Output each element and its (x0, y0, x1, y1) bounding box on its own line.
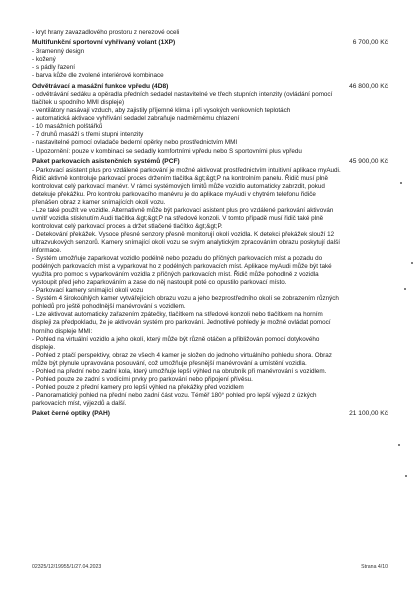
page-number: Strana 4/10 (361, 564, 388, 570)
option-line: - Parkovací asistent plus pro vzdálené parkování je možné aktivovat prostřednictvím intuitivní aplikace myAudi. Řidič aktivně kontroluje parkovací proces držením tlačítka &gt;&gt;P na kontrolním panelu. Řidič musí plně kontrolovat celý parkovací manévr. V rámci systémových limitů může vozidlo automaticky zabrzdit, pokud detekuje překážku. Pro kontrolu parkovacího manévru je do aplikace myAudi v chytrém telefonu řidiče přenášen obraz z kamer snímajících okolí vozu. (32, 166, 341, 206)
option-line: - Pohled na přední nebo zadní kola, který umožňuje lepší výhled na obrubník při manévrování s vozidlem. (32, 367, 327, 375)
option-line: - s pádly řazení (32, 64, 76, 72)
section-parking-assist (32, 158, 388, 408)
section-title: Paket parkovacích asistenčních systémů (PCF) (32, 157, 180, 165)
section-lines (32, 91, 342, 155)
section-title: Paket černé optiky (PAH) (32, 410, 110, 418)
price-list (32, 29, 388, 419)
option-line: - 10 masážních polštářků (32, 123, 103, 131)
scan-speck (405, 475, 407, 477)
section-title: Multifunkční sportovní vyhřívaný volant (1XP) (32, 39, 176, 47)
option-line: - 3ramenný design (32, 48, 85, 56)
option-line: - Lze aktivovat automaticky zařazením zpátečky, tlačítkem na středové konzoli nebo tlačítkem na horním displeji za předpokladu, že je aktivován systém pro parkování. Jednotlivé pohledy je možné ovládat pomocí horního displeje MMI: (32, 311, 331, 335)
section-price: 45 900,00 Kč (349, 157, 388, 165)
section-trunk-edge (32, 29, 388, 37)
option-line: - barva kůže dle zvolené interiérové kombinace (32, 72, 164, 80)
scan-speck (411, 262, 413, 264)
section-lines (32, 167, 342, 408)
option-line: - Systém umožňuje zaparkovat vozidlo podélně nebo pozadu do příčných parkovacích míst a pozadu do podélných parkovacích míst a vyparkovat ho z podélných parkovacích míst. Aplikace myAudi může být také využita pro pomoc s vyparkováním vozidla z příčných parkovacích míst. Řidič může pohodlně z vozidla vystoupit před jeho zaparkováním a zase do něj nastoupit poté co opustilo parkovací místo. (32, 255, 332, 287)
section-lines (32, 29, 342, 37)
option-line: - Systém 4 širokoúhlých kamer vytvářejících obrazu vozu a jeho bezprostředního okolí se zobrazením různých pohledů pro ještě pohodlnější manévrování s vozidlem. (32, 295, 339, 311)
section-price: 46 800,00 Kč (349, 82, 388, 90)
option-line: - kožený (32, 56, 56, 64)
scan-speck (398, 444, 400, 446)
section-black-optics (32, 410, 388, 419)
option-line: - ventilátory nasávají vzduch, aby zajistily příjemné klima i při vysokých venkovních teplotách (32, 107, 291, 115)
option-line: - odvětrávání sedáku a opěradla předních sedadel nastavitelné ve třech stupních intenzity (ovládání pomocí tlačítek u spodního MMI displeje) (32, 91, 333, 107)
option-line: - 7 druhů masáží s třemi stupni intenzity (32, 131, 144, 139)
section-lines (32, 48, 342, 80)
scan-speck (400, 182, 402, 184)
option-line: - Parkovací kamery snímající okolí vozu (32, 287, 144, 295)
option-line: - Panoramatický pohled na přední nebo zadní část vozu. Téměř 180° pohled pro lepší výjezd z úzkých parkovacích míst, výjezdů a další. (32, 391, 317, 407)
section-price: 21 100,00 Kč (349, 410, 388, 418)
option-line: - Pohled z ptačí perspektivy, obraz ze všech 4 kamer je složen do jednoho virtuálního pohledu shora. Obraz může být plynule upravována posouvání, což umožňuje přesnější manévrování a umístění vozidla. (32, 351, 332, 367)
scan-speck (404, 288, 406, 290)
option-line: - Pohled na virtuální vozidlo a jeho okolí, který může být různě otáčen a přibližován pomocí dotykového displeje. (32, 335, 320, 351)
option-line: - Pohled pouze ze zadní s vodícími prvky pro parkování nebo připojení přívěsu. (32, 375, 253, 383)
option-line: - automatická aktivace vyhřívání sedadel zabraňuje nadměrnému chlazení (32, 115, 240, 123)
section-price: 6 700,00 Kč (352, 39, 388, 47)
option-line: - Upozornění: pouze v kombinaci se sedadly komfortními vpředu nebo S sportovními plus vpředu (32, 147, 302, 155)
option-line: - Pohled pouze z přední kamery pro lepší výhled na překážky před vozidlem (32, 383, 244, 391)
section-massage-seats (32, 83, 388, 156)
document-reference: 02325/12/19955/1/27.04.2023 (32, 564, 102, 570)
section-title: Odvětrávací a masážní funkce vpředu (4D8) (32, 82, 169, 90)
option-line: - kryt hrany zavazadlového prostoru z nerezové oceli (32, 29, 180, 36)
option-line: - Detekování překážek. Vysoce přesné senzory přesně monitorují okolí vozidla. K detekci překážek slouží 12 ultrazvukových senzorů. Kamery snímající okolí vozu se svým analytickým zpracováním obrazu poskytují další informace. (32, 230, 340, 255)
option-line: - nastavitelné pomocí ovladače bederní opěrky nebo prostřednictvím MMI (32, 139, 238, 147)
option-line: - Lze také použít ve vozidle. Alternativně může být parkovací asistent plus pro vzdálené parkování aktivován uvnitř vozidla stisknutím Audi tlačítka &gt;&gt;P na středové konzoli. V tomto případě musí řidič také plně kontrolovat celý parkovací proces a držet stlačené tlačítko &gt;&gt;P. (32, 206, 334, 230)
section-steering-wheel (32, 39, 388, 80)
